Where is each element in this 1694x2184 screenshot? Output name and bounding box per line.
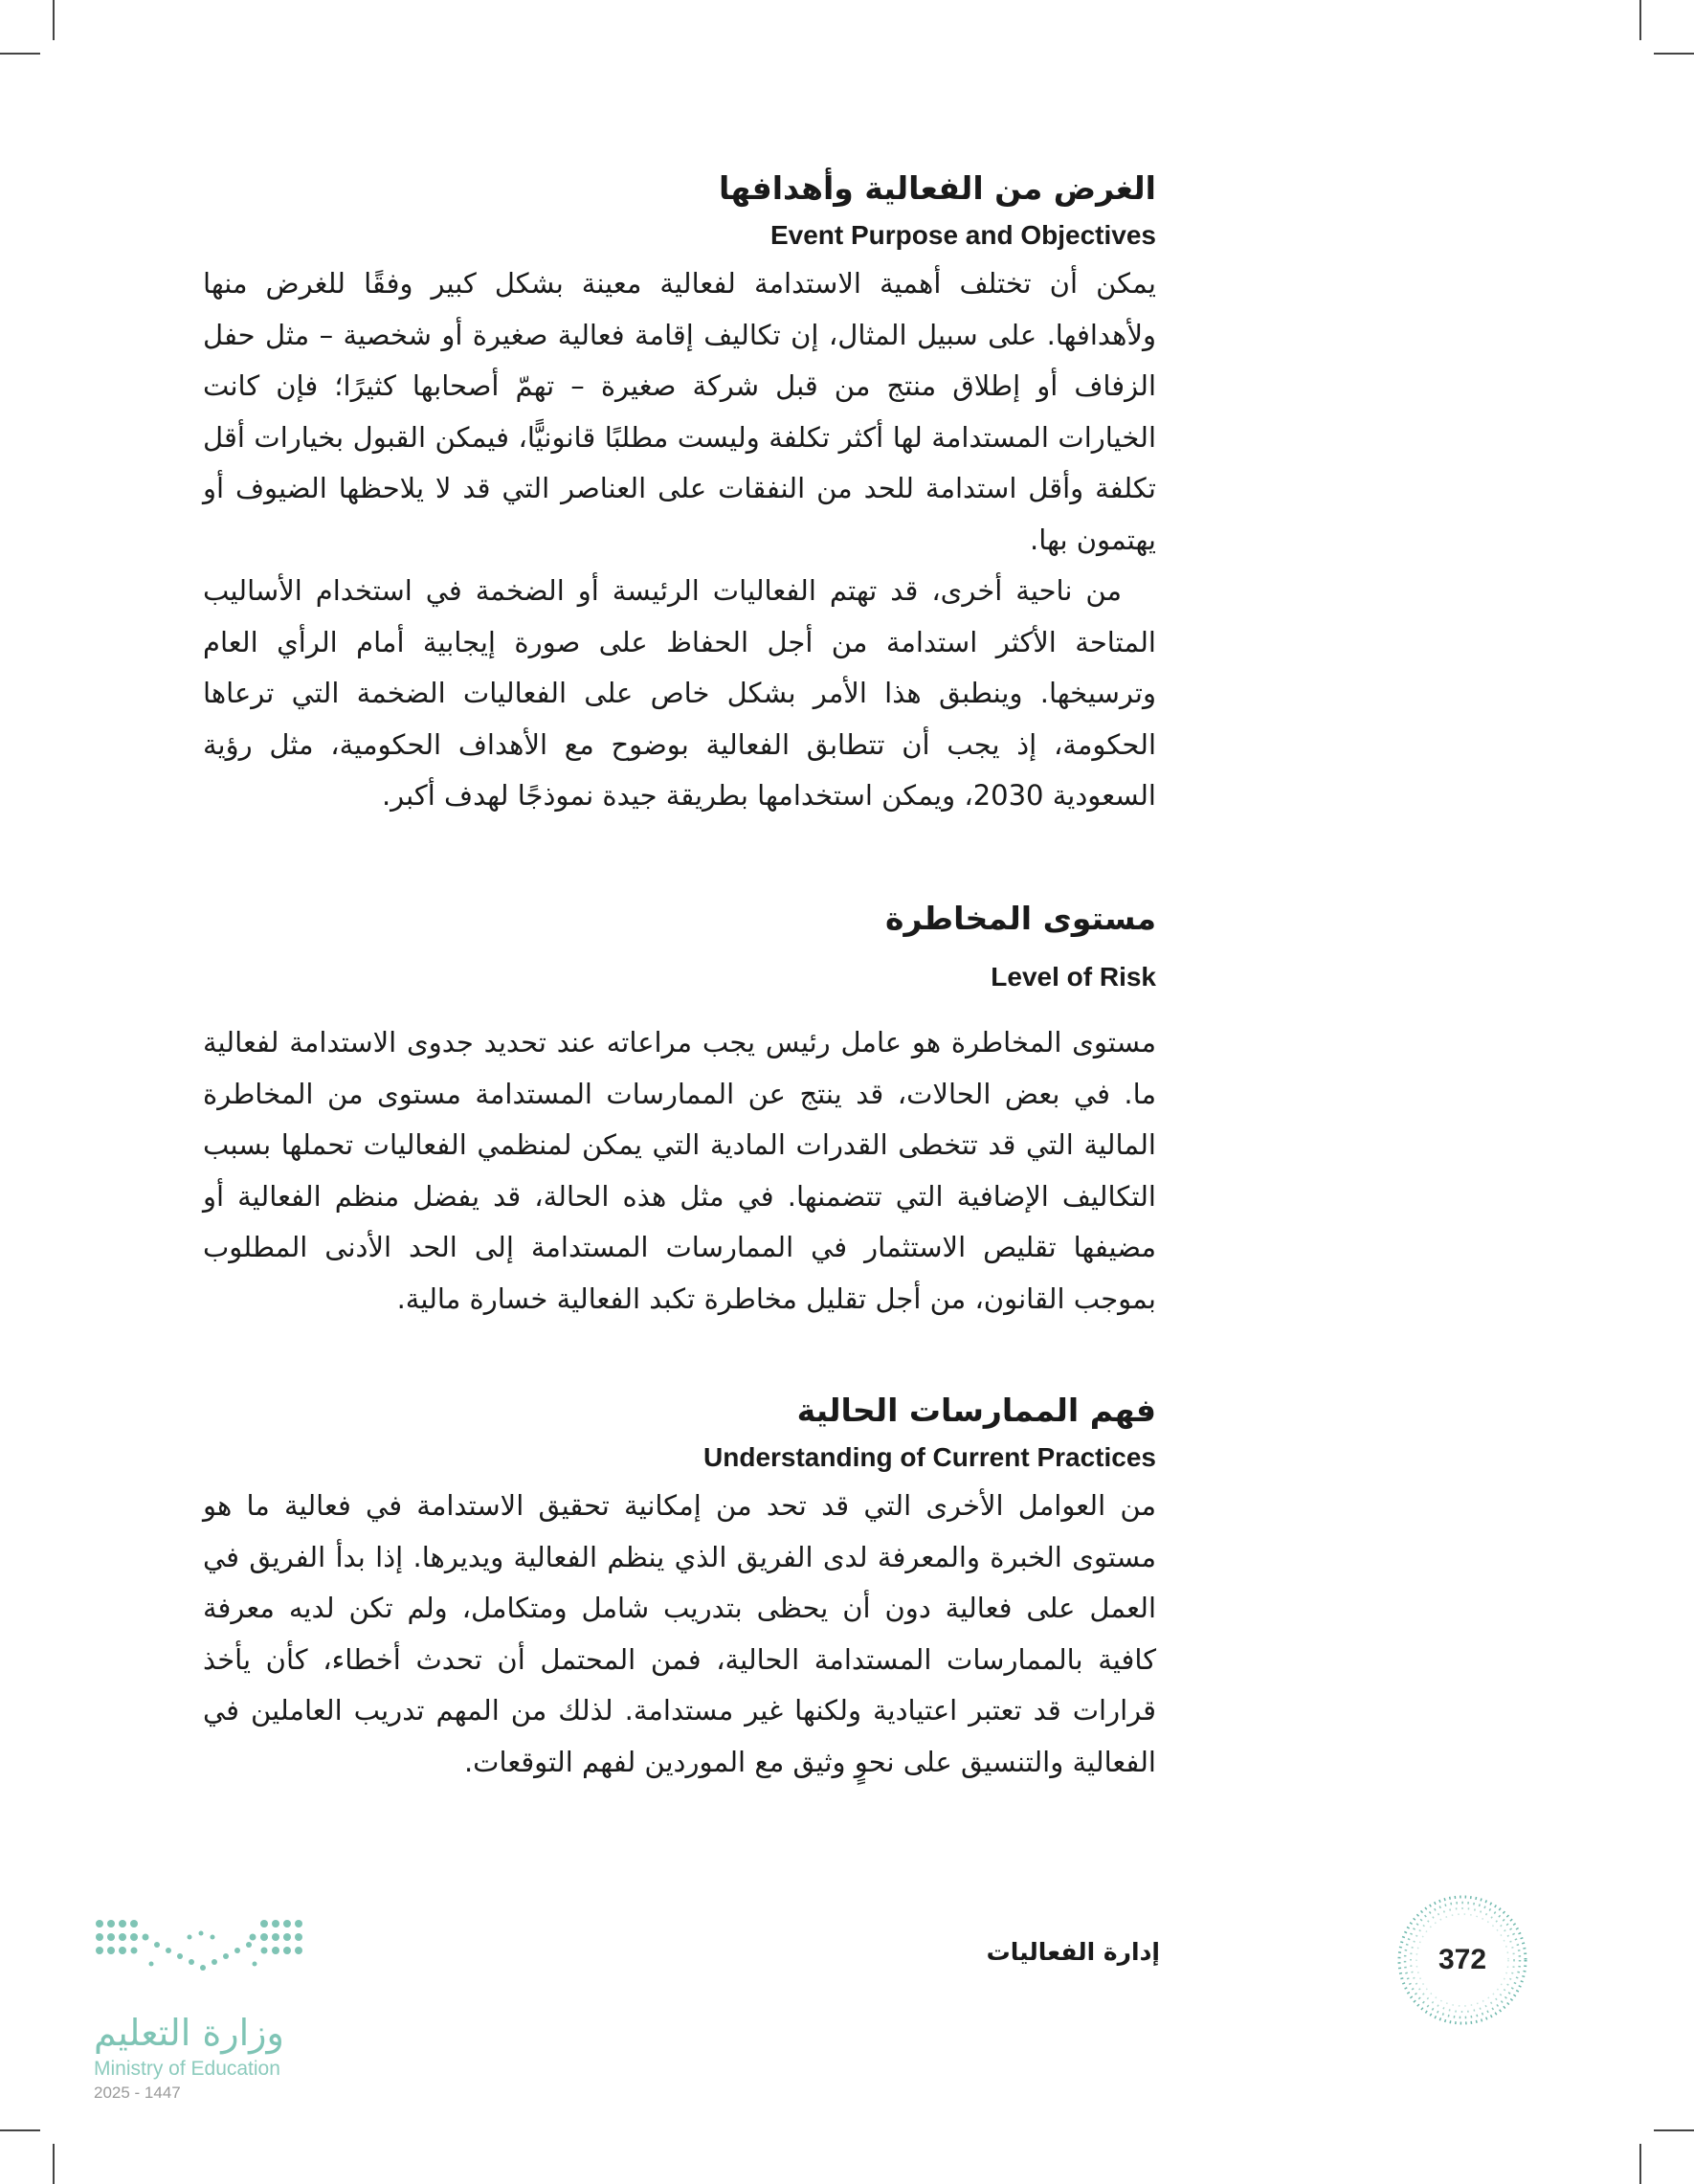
page-number-badge [1393, 1890, 1532, 2030]
crop-mark [1654, 53, 1694, 55]
ministry-logo [94, 1916, 314, 2136]
crop-mark [1639, 0, 1641, 40]
crop-mark [0, 53, 40, 55]
section-title-ar: الغرض من الفعالية وأهدافها [718, 169, 1156, 207]
section-title-en: Event Purpose and Objectives [769, 220, 1156, 250]
section-title-ar: مستوى المخاطرة [885, 900, 1156, 937]
crop-mark [1654, 2129, 1694, 2131]
section-current-practices [203, 1389, 1156, 1788]
section-title-en: Level of Risk [991, 962, 1156, 992]
crop-mark [53, 0, 55, 40]
ministry-dots-icon [94, 1916, 304, 2002]
section-level-of-risk [203, 897, 1156, 1325]
ministry-name-ar: وزارة التعليم [94, 2012, 284, 2054]
paragraph: يمكن أن تختلف أهمية الاستدامة لفعالية معينة بشكل كبير وفقًا للغرض منها ولأهدافها. على سبيل المثال، إن تكاليف إقامة فعالية صغيرة أو شخصية – مثل حفل الزفاف أو إطلاق منتج من قبل شركة صغيرة – تهمّ أصحابها كثيرًا؛ فإن كانت الخيارات المستدامة لها أكثر تكلفة وليست مطلبًا قانونيًّا، فيمكن القبول بخيارات أقل تكلفة وأقل استدامة للحد من النفقات على العناصر التي قد لا يلاحظها الضيوف أو يهتمون بها. [203, 267, 1156, 556]
section-title-en: Understanding of Current Practices [703, 1442, 1156, 1472]
paragraph: من ناحية أخرى، قد تهتم الفعاليات الرئيسة أو الضخمة في استخدام الأساليب المتاحة الأكثر استدامة من أجل الحفاظ على صورة إيجابية أمام الرأي العام وترسيخها. وينطبق هذا الأمر بشكل خاص على الفعاليات الضخمة التي ترعاها الحكومة، إذ يجب أن تتطابق الفعالية بوضوح مع الأهداف الحكومية، مثل رؤية السعودية 2030، ويمكن استخدامها بطريقة جيدة نموذجًا لهدف أكبر. [203, 574, 1156, 812]
ministry-year: 2025 - 1447 [94, 2084, 181, 2102]
crop-mark [1639, 2144, 1641, 2184]
footer-book-title: إدارة الفعاليات [986, 1938, 1160, 1966]
paragraph: مستوى المخاطرة هو عامل رئيس يجب مراعاته عند تحديد جدوى الاستدامة لفعالية ما. في بعض الحالات، قد ينتج عن الممارسات المستدامة مستوى من المخاطرة المالية التي قد تتخطى القدرات المادية التي يمكن لمنظمي الفعاليات تحملها بسبب التكاليف الإضافية التي تتضمنها. في مثل هذه الحالة، قد يفضل منظم الفعالية أو مضيفها تقليص الاستثمار في الممارسات المستدامة إلى الحد الأدنى المطلوب بموجب القانون، من أجل تقليل مخاطرة تكبد الفعالية خسارة مالية. [203, 1026, 1156, 1315]
ministry-name-en: Ministry of Education [94, 2058, 280, 2080]
paragraph: من العوامل الأخرى التي قد تحد من إمكانية تحقيق الاستدامة في فعالية ما هو مستوى الخبرة والمعرفة لدى الفريق الذي ينظم الفعالية ويديرها. إذا بدأ الفريق في العمل على فعالية دون أن يحظى بتدريب شامل ومتكامل، ولم تكن لديه معرفة كافية بالممارسات المستدامة الحالية، فمن المحتمل أن تحدث أخطاء، كأن يأخذ قرارات قد تعتبر اعتيادية ولكنها غير مستدامة. لذلك من المهم تدريب العاملين في الفعالية والتنسيق على نحوٍ وثيق مع الموردين لفهم التوقعات. [203, 1489, 1156, 1778]
section-event-purpose [203, 167, 1156, 822]
crop-mark [53, 2144, 55, 2184]
crop-mark [0, 2129, 40, 2131]
section-title-ar: فهم الممارسات الحالية [796, 1392, 1156, 1429]
page-number: 372 [1438, 1944, 1487, 1975]
